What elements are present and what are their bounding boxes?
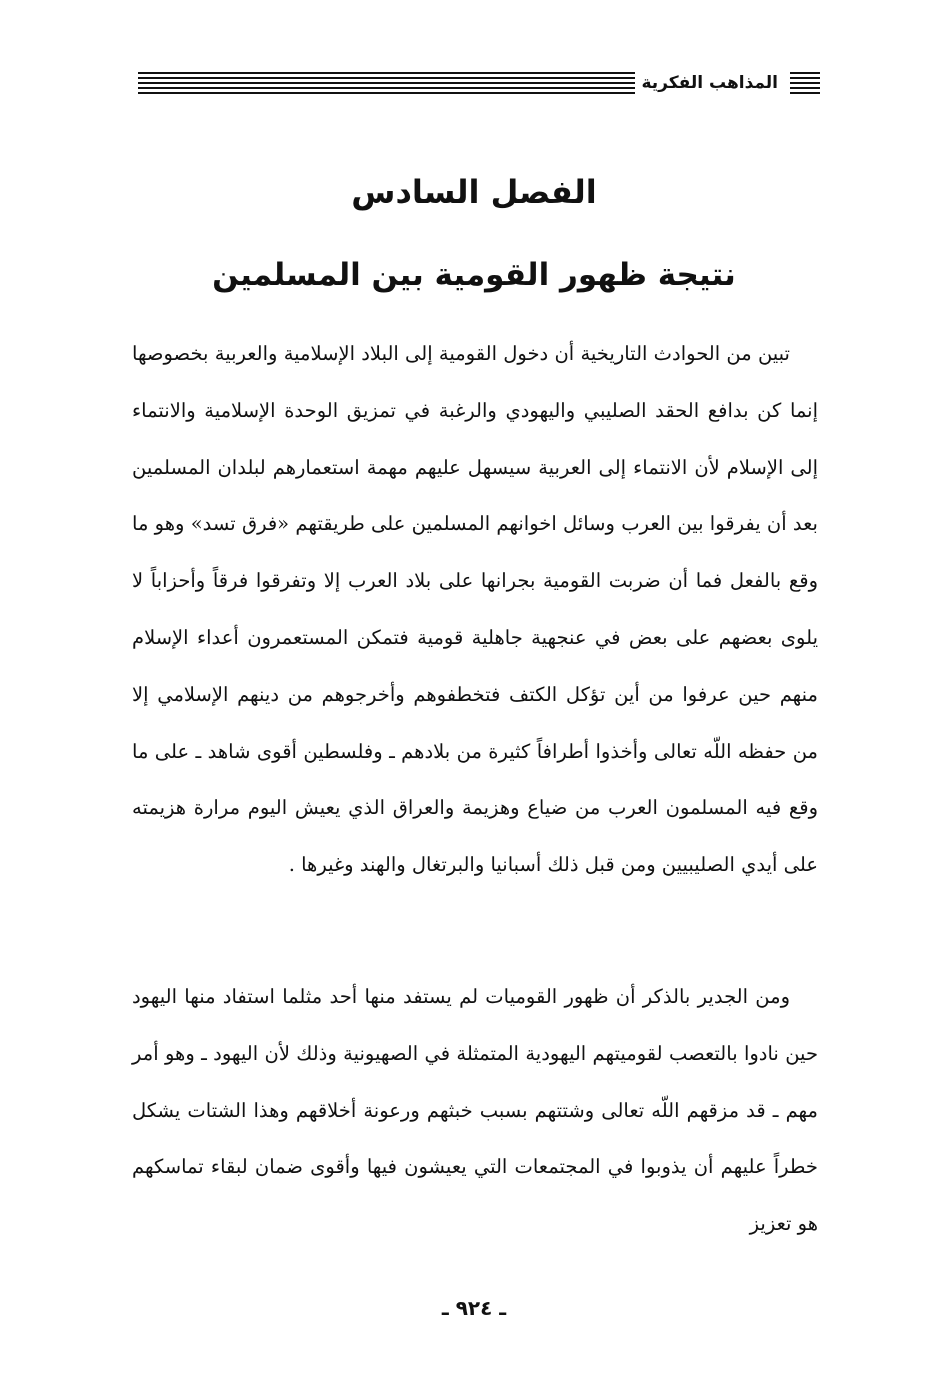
paragraph-2-text: ومن الجدير بالذكر أن ظهور القوميات لم يستفد منها أحد مثلما استفاد منها اليهود حين نادوا بالتعصب لقوميتهم اليهودية المتمثلة في الصهيونية وذلك لأن اليهود ـ وهو أمر مهم ـ قد مزقهم اللّه تعالى وشتتهم بسبب خبثهم ورعونة أخلاقهم وهذا الشتات يشكل خطراً عليهم أن يذوبوا في المجتمعات التي يعيشون فيها وأقوى ضمان لبقاء تماسكهم هو تعزيز xyxy=(132,985,818,1236)
page-number: ـ ٩٢٤ ـ xyxy=(441,1296,507,1320)
chapter-title: الفصل السادس xyxy=(351,173,597,211)
header-rule-right xyxy=(790,72,820,94)
paragraph-1 xyxy=(132,326,818,894)
paragraph-2 xyxy=(132,969,818,1253)
paragraph-1-text: تبين من الحوادث التاريخية أن دخول القومية إلى البلاد الإسلامية والعربية بخصوصها إنما كن بدافع الحقد الصليبي واليهودي والرغبة في تمزيق الوحدة الإسلامية والانتماء إلى الإسلام لأن الانتماء إلى العربية سيسهل عليهم مهمة استعمارهم لبلدان المسلمين بعد أن يفرقوا بين العرب وسائل اخوانهم المسلمين على طريقتهم «فرق تسد» وهو ما وقع بالفعل فما أن ضربت القومية بجرانها على بلاد العرب إلا وتفرقوا فرقاً وأحزاباً لا يلوى بعضهم على بعض في عنجهية جاهلية قومية فتمكن المستعمرون أعداء الإسلام منهم حين عرفوا من أين تؤكل الكتف فتخطفوهم وأخرجوهم من دينهم الإسلامي إلا من حفظه اللّه تعالى وأخذوا أطرافاً كثيرة من بلادهم ـ وفلسطين أقوى شاهد ـ على ما وقع فيه المسلمون العرب من ضياع وهزيمة والعراق الذي يعيش اليوم مرارة هزيمته على أيدي الصليبيين ومن قبل ذلك أسبانيا والبرتغال والهند وغيرها . xyxy=(132,342,818,877)
chapter-subtitle: نتيجة ظهور القومية بين المسلمين xyxy=(212,257,736,293)
running-header xyxy=(138,68,820,98)
running-title: المذاهب الفكرية xyxy=(641,73,778,93)
header-rule-left xyxy=(138,72,635,94)
